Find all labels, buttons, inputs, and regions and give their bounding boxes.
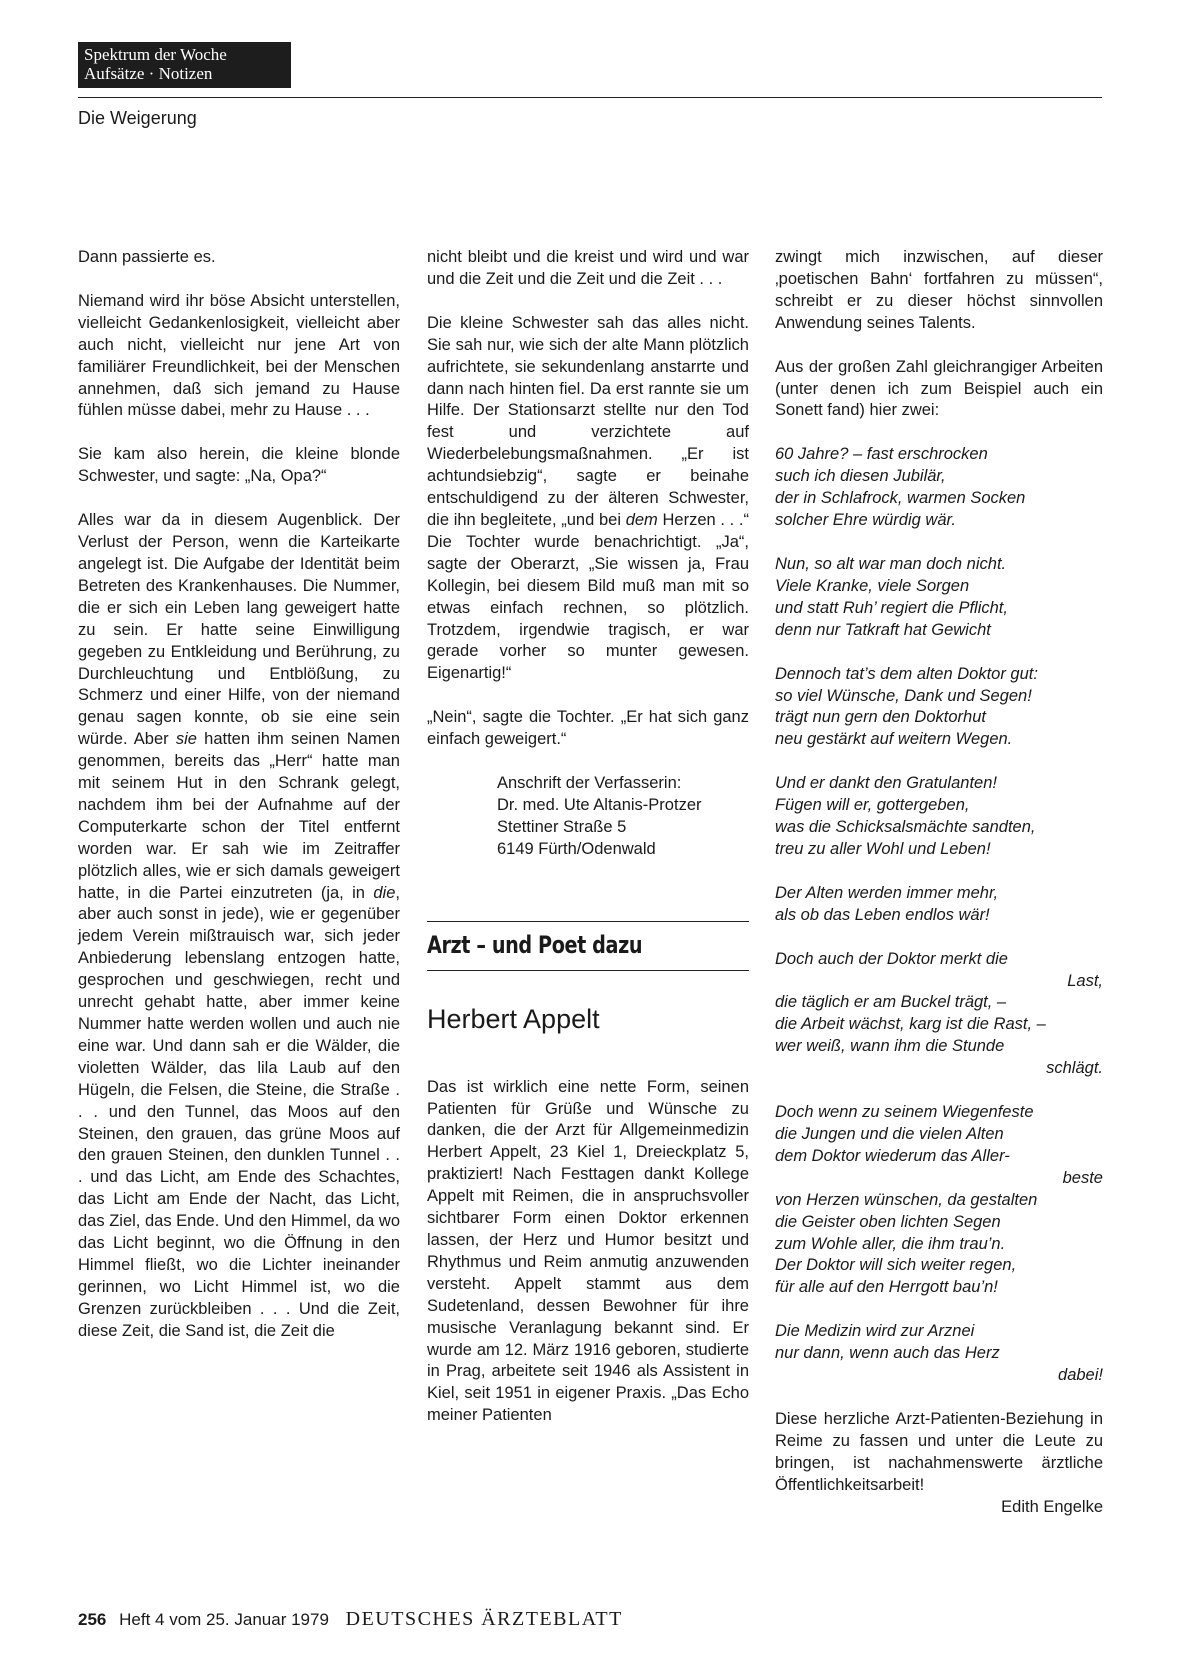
poem-line: trägt nun gern den Doktorhut — [775, 708, 986, 727]
article-title: Arzt – und Poet dazu — [427, 930, 643, 959]
article-divider-bottom — [427, 970, 749, 971]
address-line: Stettiner Straße 5 — [497, 817, 627, 836]
poem-line: der in Schlafrock, warmen Socken — [775, 489, 1026, 508]
poem-line: Die Medizin wird zur Arznei — [775, 1322, 975, 1341]
author-address — [497, 773, 749, 861]
article-author: Herbert Appelt — [427, 1003, 600, 1034]
address-line: Anschrift der Verfasserin: — [497, 774, 682, 793]
text-run: Diese herzliche Arzt-Patienten-Beziehung in Reime zu fassen und unter die Leute zu bringen, ist nachahmenswerte ärztliche Öffentlichkeitsarbeit! — [775, 1409, 1103, 1494]
poem-stanza — [775, 883, 1103, 927]
poem-line: was die Schicksalsmächte sandten, — [775, 818, 1036, 837]
poem-line: zum Wohle aller, die ihm trau’n. — [775, 1234, 1006, 1253]
poem-line: Viele Kranke, viele Sorgen — [775, 576, 970, 595]
poem-line: schlägt. — [1046, 1059, 1103, 1078]
poem-line: die Geister oben lichten Segen — [775, 1212, 1001, 1231]
poem-line: treu zu aller Wohl und Leben! — [775, 839, 991, 858]
poem-line: die täglich er am Buckel trägt, – — [775, 993, 1007, 1012]
text-run: Alles war da in diesem Augenblick. Der Verlust der Person, wenn die Karteikarte angelegt ist. Die Aufgabe der Identität beim Betreten des Krankenhauses. Die Nummer, die er sich ein Leben lang geweigert hatte zu sein. Er hatte seine Einwilligung gegeben zu Entkleidung und Berührung, zu Durchleuchtung und Entblößung, zu Schmerz und einer Hilfe, von der niemand genau sagen konnte, ob sie eine sein würde. Aber — [78, 511, 400, 749]
poem-stanza — [775, 949, 1103, 1080]
paragraph: Aus der großen Zahl gleichrangiger Arbeiten (unter denen ich zum Beispiel auch ein Sonett fand) hier zwei: — [775, 357, 1103, 420]
poem-line: dem Doktor wiederum das Aller- — [775, 1146, 1010, 1165]
section-label-line2: Aufsätze · Notizen — [84, 64, 213, 83]
issue-info: Heft 4 vom 25. Januar 1979 — [119, 1610, 329, 1629]
paragraph — [775, 1409, 1103, 1497]
poem-line: Doch wenn zu seinem Wiegenfeste — [775, 1103, 1034, 1122]
poem-stanza — [775, 1321, 1103, 1387]
poem-line: für alle auf den Herrgott bau’n! — [775, 1278, 998, 1297]
poem-line: Fügen will er, gottergeben, — [775, 796, 970, 815]
paragraph: zwingt mich inzwischen, auf dieser ‚poetischen Bahn‘ fortfahren zu müssen“, schreibt er zu dieser höchst sinnvollen Anwendung seines Talents. — [775, 248, 1103, 332]
article-divider-top — [427, 921, 749, 922]
page-footer — [78, 1608, 623, 1631]
poem-line: nur dann, wenn auch das Herz — [775, 1344, 1000, 1363]
poem-line: wer weiß, wann ihm die Stunde — [775, 1037, 1005, 1056]
page-number: 256 — [78, 1610, 107, 1629]
poem-line: neu gestärkt auf weitern Wegen. — [775, 730, 1013, 749]
column-2 — [427, 247, 749, 1449]
paragraph: Dann passierte es. — [78, 248, 216, 266]
header-rule — [78, 97, 1102, 98]
text-run: , aber auch sonst in jede), wie er gegenüber jedem Verein mißtrauisch war, sich jeder Anbiederung lebenslang entzogen hatte, gesprochen und geschwiegen, recht und unrecht gehabt hatte, aber immer keine Nummer hatte werden wollen und auch nie eine war. Und dann sah er die Wälder, die violetten Wälder, das lila Laub auf den Hügeln, die Felsen, die Steine, die Straße . . . und den Tunnel, das Moos auf den Steinen, den grauen, das grüne Moos auf den grauen Steinen, den dunklen Tunnel . . . und das Licht, am Ende des Schachtes, das Licht am Ende der Nacht, das Licht, das Ziel, das Ende. Und den Himmel, da wo das Licht beginnt, wo die Öffnung in den Himmel fließt, wo die Lichter ineinander gerinnen, wo Licht Himmel ist, wo die Grenzen zurückbleiben . . . Und die Zeit, diese Zeit, die Sand ist, die Zeit die — [78, 883, 400, 1340]
author-signature: Edith Engelke — [1001, 1497, 1103, 1516]
emphasis: sie — [175, 730, 197, 749]
paragraph — [427, 313, 749, 685]
emphasis: dem — [625, 510, 658, 529]
article-subtitle: Die Weigerung — [78, 108, 197, 128]
poem-line: Last, — [1067, 971, 1103, 990]
section-label-line1: Spektrum der Woche — [84, 45, 227, 64]
poem-line: Nun, so alt war man doch nicht. — [775, 554, 1007, 573]
poem-line: Der Doktor will sich weiter regen, — [775, 1256, 1017, 1275]
poem-line: Und er dankt den Gratulanten! — [775, 774, 997, 793]
poem-line: von Herzen wünschen, da gestalten — [775, 1190, 1038, 1209]
poem-line: Doch auch der Doktor merkt die — [775, 949, 1008, 968]
paragraph — [78, 510, 400, 1342]
poem-stanza — [775, 1102, 1103, 1299]
poem-line: so viel Wünsche, Dank und Segen! — [775, 686, 1032, 705]
address-line: Dr. med. Ute Altanis-Protzer — [497, 795, 702, 814]
paragraph: Niemand wird ihr böse Absicht unterstellen, vielleicht Gedankenlosigkeit, vielleicht aber auch nicht, vielleicht nur jene Art von familiärer Freundlichkeit, bei der Menschen annehmen, daß sich jemand zu Hause fühlen müsse dabei, mehr zu Hause . . . — [78, 291, 400, 420]
poem-line: solcher Ehre würdig wär. — [775, 511, 956, 530]
signature-line — [775, 1497, 1103, 1519]
poem-stanza — [775, 773, 1103, 861]
text-run: Die kleine Schwester sah das alles nicht. Sie sah nur, wie sich der alte Mann plötzlich aufrichtete, sie sekundenlang anstarrte und dann nach hinten fiel. Da erst rannte sie um Hilfe. Der Stationsarzt stellte nur den Tod fest und verzichtete auf Wiederbelebungsmaßnahmen. „Er ist achtundsiebzig“, sagte er beinahe entschuldigend zu der älteren Schwester, die ihn begleitete, „und bei — [427, 313, 749, 529]
paragraph: Sie kam also herein, die kleine blonde Schwester, und sagte: „Na, Opa?“ — [78, 445, 400, 486]
text-run: Herzen . . .“ Die Tochter wurde benachrichtigt. „Ja“, sagte der Oberarzt, „Sie wissen ja, Frau Kollegin, bei diesem Bild muß man mit so etwas einfach rechnen, so plötzlich. Trotzdem, irgendwie tragisch, er war gerade vorher so munter gewesen. Eigenartig!“ — [427, 510, 749, 683]
poem-line: beste — [1062, 1168, 1103, 1187]
poem-stanza — [775, 554, 1103, 642]
poem-line: die Arbeit wächst, karg ist die Rast, – — [775, 1015, 1046, 1034]
paragraph: nicht bleibt und die kreist und wird und war und die Zeit und die Zeit und die Zeit . . . — [427, 248, 749, 288]
column-3 — [775, 247, 1103, 1519]
poem-stanza — [775, 444, 1103, 532]
emphasis: die — [373, 883, 396, 902]
poem-line: die Jungen und die vielen Alten — [775, 1125, 1004, 1143]
poem-stanza — [775, 664, 1103, 752]
poem-line: such ich diesen Jubilär, — [775, 467, 946, 486]
poem-line: Dennoch tat’s dem alten Doktor gut: — [775, 664, 1038, 683]
poem-line: denn nur Tatkraft hat Gewicht — [775, 620, 991, 639]
poem-line: und statt Ruh’ regiert die Pflicht, — [775, 598, 1008, 617]
magazine-name: DEUTSCHES ÄRZTEBLATT — [345, 1608, 623, 1630]
paragraph: „Nein“, sagte die Tochter. „Er hat sich ganz einfach geweigert.“ — [427, 708, 749, 749]
paragraph: Das ist wirklich eine nette Form, seinen Patienten für Grüße und Wünsche zu danken, die der Arzt für Allgemeinmedizin Herbert Appelt, 23 Kiel 1, Dreieckplatz 5, praktiziert! Nach Festtagen dankt Kollege Appelt mit Reimen, die in anspruchsvoller sichtbarer Form einen Doktor erkennen lassen, der Herz und Humor besitzt und Rhythmus und Reim anmutig anzuwenden versteht. Appelt stammt aus dem Sudetenland, dessen Bewohner für ihre musische Veranlagung bekannt sind. Er wurde am 12. März 1916 geboren, studierte in Prag, arbeitete seit 1946 als Assistent in Kiel, seit 1951 in eigener Praxis. „Das Echo meiner Patienten — [427, 1077, 749, 1425]
column-1 — [78, 247, 400, 1365]
poem-line: als ob das Leben endlos wär! — [775, 905, 990, 924]
section-label — [78, 42, 291, 88]
poem-line: Der Alten werden immer mehr, — [775, 883, 999, 902]
poem-line: 60 Jahre? – fast erschrocken — [775, 445, 988, 464]
text-run: hatten ihm seinen Namen genommen, bereits das „Herr“ hatte man mit seinem Hut in den Schrank gelegt, nachdem ihm bei der Aufnahme auf der Computerkarte schon der Titel entfernt worden war. Er sah wie im Zeitraffer plötzlich alles, wie er sich damals geweigert hatte, in die Partei einzutreten (ja, in — [78, 730, 400, 902]
address-line: 6149 Fürth/Odenwald — [497, 839, 656, 858]
poem-line: dabei! — [1058, 1366, 1103, 1385]
